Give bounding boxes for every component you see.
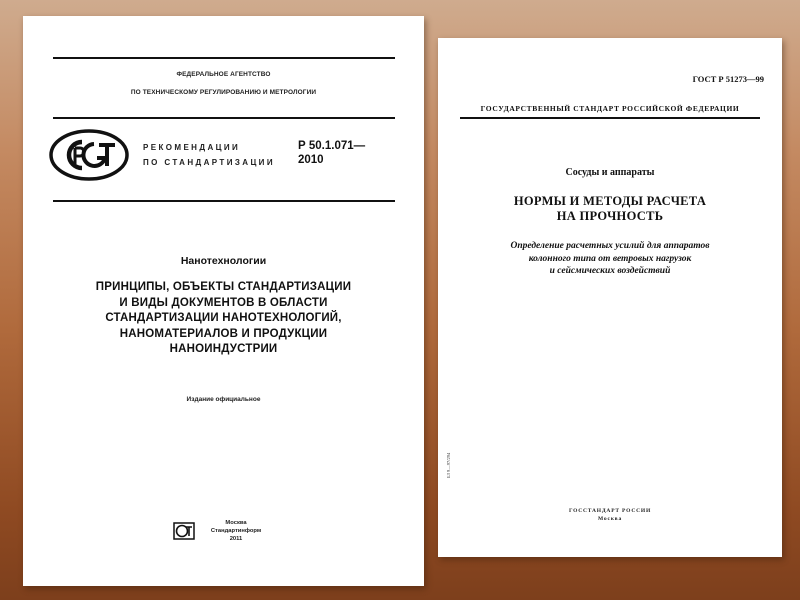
- edition-label: Издание официальное: [186, 396, 261, 403]
- publisher-city: Москва: [598, 516, 622, 522]
- title-line: НАНОИНДУСТРИИ: [169, 343, 278, 355]
- publisher-city: Москва: [225, 520, 247, 526]
- subtitle-line: Определение расчетных усилий для аппаратов: [510, 241, 710, 251]
- top-rule: [53, 57, 395, 59]
- document-number-line-1: Р 50.1.071—: [298, 140, 366, 152]
- category-heading: Сосуды и аппараты: [565, 167, 655, 178]
- state-standard-heading: ГОСУДАРСТВЕННЫЙ СТАНДАРТ РОССИЙСКОЙ ФЕДЕРАЦИИ: [480, 104, 740, 113]
- subtitle-line: и сейсмических воздействий: [549, 266, 671, 276]
- publisher-info: [438, 507, 782, 523]
- rst-certification-mark-icon: [49, 128, 129, 182]
- gost-number: ГОСТ Р 51273—99: [692, 74, 764, 84]
- topic-heading: Нанотехнологии: [180, 255, 267, 267]
- title-line: ПРИНЦИПЫ, ОБЪЕКТЫ СТАНДАРТИЗАЦИИ: [95, 281, 352, 293]
- document-number-line-2: 2010: [298, 154, 324, 166]
- recommendation-line-2: ПО СТАНДАРТИЗАЦИИ: [143, 158, 275, 167]
- title-line: СТАНДАРТИЗАЦИИ НАНОТЕХНОЛОГИЙ,: [105, 312, 342, 324]
- recommendation-line-1: РЕКОМЕНДАЦИИ: [143, 143, 241, 152]
- document-title: [23, 280, 424, 358]
- document-subtitle: [438, 240, 782, 278]
- publisher-name: Стандартинформ: [210, 528, 262, 534]
- rule-below-agency: [53, 117, 395, 119]
- agency-line-1: ФЕДЕРАЛЬНОЕ АГЕНТСТВО: [176, 71, 271, 78]
- rule-below-header: [53, 200, 395, 202]
- document-number: [298, 139, 365, 167]
- recommendation-heading: [143, 140, 275, 170]
- document-title: [438, 194, 782, 223]
- right-document-cover: [438, 38, 782, 557]
- publisher-name: ГОССТАНДАРТ РОССИИ: [568, 508, 652, 514]
- publication-year: 2011: [229, 536, 243, 542]
- publisher-info: [201, 519, 271, 543]
- side-catalog-code: БЗ 9—97/294: [446, 452, 451, 478]
- subtitle-line: колонного типа от ветровых нагрузок: [528, 253, 692, 264]
- title-line: НОРМЫ И МЕТОДЫ РАСЧЕТА: [513, 194, 707, 208]
- title-line: НАНОМАТЕРИАЛОВ И ПРОДУКЦИИ: [119, 327, 328, 340]
- title-line: И ВИДЫ ДОКУМЕНТОВ В ОБЛАСТИ: [119, 296, 328, 309]
- left-document-cover: [23, 16, 424, 586]
- title-line: НА ПРОЧНОСТЬ: [556, 208, 664, 223]
- standartinform-logo-icon: [173, 522, 195, 540]
- rule-below-state-standard: [460, 117, 760, 119]
- agency-line-2: ПО ТЕХНИЧЕСКОМУ РЕГУЛИРОВАНИЮ И МЕТРОЛОГИИ: [130, 89, 317, 96]
